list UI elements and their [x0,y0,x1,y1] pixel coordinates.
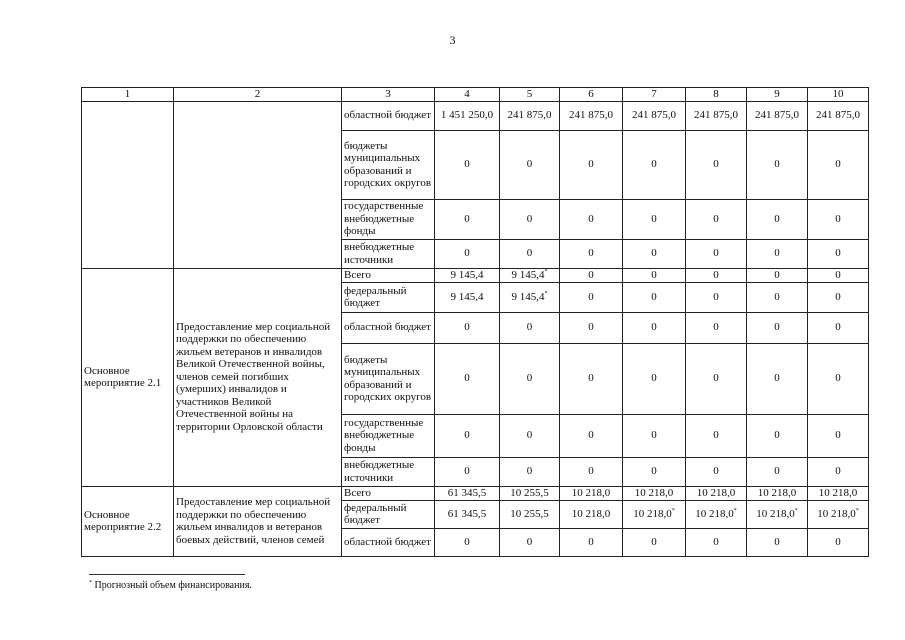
header-cell: 7 [623,88,686,102]
amount-value: 0 [526,535,533,548]
funding-source: Всего [342,268,435,282]
amount-value: 241 875,0 [632,109,676,122]
header-cell: 9 [747,88,808,102]
amount-value: 0 [713,465,719,478]
amount-value: 10 218,0 [817,507,856,520]
amount-value: 0 [835,465,841,478]
amount-cell [560,528,623,556]
amount-cell [623,343,686,414]
amount-value: 10 218,0 [696,486,736,499]
header-row [82,88,869,102]
amount-cell [808,282,869,312]
amount-value: 10 218,0 [757,486,797,499]
amount-value: 0 [774,535,780,548]
funding-source: федеральный бюджет [342,282,435,312]
amount-cell [686,268,747,282]
event-name: Основное мероприятие 2.1 [82,268,174,486]
amount-value: 0 [835,290,841,303]
amount-cell [686,101,747,130]
amount-cell [623,199,686,239]
amount-value: 241 875,0 [507,109,552,122]
amount-cell [747,486,808,500]
amount-value: 0 [651,372,657,385]
amount-cell [747,268,808,282]
amount-cell [435,101,500,130]
table-row [82,268,869,282]
funding-source: бюджеты муниципальных образований и городских округов [342,343,435,414]
amount-cell [623,486,686,500]
amount-value: 241 875,0 [569,109,613,122]
event-description: Предоставление мер социальной поддержки по обеспечению жильем ветеранов и инвалидов Великой Отечественной войны, членов семей погибших (умерших) инвалидов и участников Великой Отечественной войны на территории Орловской области [174,268,342,486]
header-cell: 4 [435,88,500,102]
header-cell: 3 [342,88,435,102]
amount-value: 241 875,0 [694,109,738,122]
amount-cell [686,312,747,343]
amount-value: 0 [651,465,657,478]
amount-cell [747,312,808,343]
amount-cell [560,101,623,130]
amount-value: 0 [464,429,470,442]
amount-cell [500,457,560,486]
amount-cell [435,414,500,457]
amount-value: 10 218,0 [756,507,795,520]
amount-cell [623,130,686,199]
header-cell: 2 [174,88,342,102]
amount-cell [808,500,869,528]
amount-cell [500,528,560,556]
funding-source: внебюджетные источники [342,239,435,268]
amount-value: 0 [526,212,533,225]
event-cell-empty [82,101,174,268]
amount-cell [623,500,686,528]
page-number: 3 [449,33,456,47]
amount-cell [686,486,747,500]
funding-source: бюджеты муниципальных образований и городских округов [342,130,435,199]
amount-cell [623,528,686,556]
amount-value: 0 [835,247,841,260]
amount-value: 0 [651,247,657,260]
amount-value: 0 [713,212,719,225]
amount-value: 0 [651,158,657,171]
amount-cell [747,101,808,130]
amount-value: 10 218,0 [571,507,611,520]
amount-cell [435,239,500,268]
amount-value: 10 255,5 [510,507,549,520]
table-row [82,101,869,130]
amount-value: 0 [774,290,780,303]
amount-cell [808,101,869,130]
amount-cell [435,500,500,528]
amount-cell [435,486,500,500]
amount-value: 0 [588,372,594,385]
amount-cell [500,282,560,312]
amount-cell [500,239,560,268]
amount-cell [747,282,808,312]
amount-cell [500,414,560,457]
forecast-marker: * [794,507,798,514]
amount-value: 10 218,0 [633,507,672,520]
amount-cell [686,282,747,312]
amount-cell [500,486,560,500]
amount-cell [686,130,747,199]
amount-cell [808,343,869,414]
amount-cell [560,414,623,457]
amount-value: 0 [774,268,780,281]
amount-cell [686,343,747,414]
header-cell: 10 [808,88,869,102]
amount-value: 0 [713,247,719,260]
amount-cell [435,312,500,343]
amount-value: 0 [588,429,594,442]
amount-cell [623,282,686,312]
forecast-marker: * [544,268,548,275]
amount-value: 0 [464,372,470,385]
amount-value: 0 [835,429,841,442]
amount-value: 0 [464,247,470,260]
header-cell: 1 [82,88,174,102]
amount-value: 9 145,4 [511,268,545,281]
amount-value: 0 [464,212,470,225]
amount-value: 0 [651,429,657,442]
amount-value: 0 [774,247,780,260]
amount-value: 0 [835,535,841,548]
amount-value: 0 [651,290,657,303]
amount-cell [435,282,500,312]
amount-cell [623,101,686,130]
footnote-text: Прогнозный объем финансирования. [94,580,252,591]
forecast-marker: * [671,507,675,514]
amount-value: 0 [526,247,533,260]
funding-source: государственные внебюджетные фонды [342,199,435,239]
amount-value: 10 218,0 [634,486,674,499]
amount-value: 0 [464,158,470,171]
amount-cell [747,414,808,457]
financing-table [81,87,869,557]
amount-value: 0 [713,429,719,442]
amount-cell [500,199,560,239]
amount-cell [500,101,560,130]
amount-value: 0 [651,212,657,225]
amount-cell [560,343,623,414]
amount-cell [747,239,808,268]
amount-cell [747,528,808,556]
amount-value: 0 [774,158,780,171]
amount-value: 9 145,4 [450,290,484,303]
amount-value: 0 [588,321,594,334]
amount-cell [623,312,686,343]
amount-cell [560,268,623,282]
amount-value: 0 [713,290,719,303]
funding-source: Всего [342,486,435,500]
amount-value: 0 [651,268,657,281]
amount-value: 0 [588,465,594,478]
amount-value: 241 875,0 [755,109,799,122]
amount-cell [500,500,560,528]
amount-cell [808,457,869,486]
forecast-marker: * [855,507,859,514]
amount-cell [808,312,869,343]
amount-cell [560,282,623,312]
amount-value: 0 [651,321,657,334]
amount-value: 0 [588,535,594,548]
amount-cell [560,130,623,199]
amount-value: 0 [526,429,533,442]
header-cell: 5 [500,88,560,102]
amount-cell [435,457,500,486]
amount-cell [560,199,623,239]
amount-cell [686,414,747,457]
forecast-marker: * [544,290,548,297]
amount-cell [686,528,747,556]
table-row [82,486,869,500]
amount-cell [623,239,686,268]
amount-cell [686,239,747,268]
funding-source: федеральный бюджет [342,500,435,528]
amount-value: 9 145,4 [511,290,545,303]
amount-value: 0 [774,372,780,385]
amount-cell [747,130,808,199]
amount-cell [500,268,560,282]
amount-value: 9 145,4 [450,268,484,281]
amount-cell [747,457,808,486]
amount-cell [435,199,500,239]
amount-cell [808,528,869,556]
amount-cell [686,500,747,528]
amount-cell [500,312,560,343]
amount-value: 61 345,5 [447,486,487,499]
amount-value: 0 [774,429,780,442]
amount-cell [808,268,869,282]
amount-value: 0 [774,212,780,225]
amount-value: 0 [835,321,841,334]
funding-source: внебюджетные источники [342,457,435,486]
funding-source: государственные внебюджетные фонды [342,414,435,457]
amount-cell [435,343,500,414]
amount-cell [808,486,869,500]
amount-value: 10 255,5 [510,486,549,499]
amount-value: 0 [713,158,719,171]
amount-cell [623,414,686,457]
header-cell: 8 [686,88,747,102]
description-cell-empty [174,101,342,268]
amount-value: 0 [526,158,533,171]
event-name: Основное мероприятие 2.2 [82,486,174,556]
footnote [89,580,252,591]
amount-value: 10 218,0 [571,486,611,499]
amount-value: 0 [464,465,470,478]
amount-cell [623,268,686,282]
amount-value: 0 [464,321,470,334]
amount-cell [623,457,686,486]
amount-value: 0 [835,158,841,171]
amount-cell [808,414,869,457]
amount-value: 0 [774,321,780,334]
amount-value: 0 [526,321,533,334]
amount-cell [686,199,747,239]
amount-cell [560,239,623,268]
amount-value: 0 [774,465,780,478]
amount-cell [686,457,747,486]
amount-cell [560,500,623,528]
amount-value: 0 [588,247,594,260]
amount-value: 241 875,0 [816,109,860,122]
amount-cell [560,312,623,343]
amount-value: 0 [713,535,719,548]
amount-cell [747,343,808,414]
amount-cell [808,239,869,268]
amount-cell [435,528,500,556]
amount-value: 0 [588,158,594,171]
forecast-marker: * [733,507,737,514]
footnote-divider [89,574,245,575]
amount-value: 10 218,0 [818,486,858,499]
amount-cell [808,130,869,199]
amount-value: 0 [526,372,533,385]
amount-value: 1 451 250,0 [440,109,494,122]
footnote-marker: * [89,580,92,586]
amount-value: 0 [835,372,841,385]
amount-cell [500,130,560,199]
amount-value: 0 [651,535,657,548]
amount-cell [560,457,623,486]
amount-cell [747,500,808,528]
amount-cell [560,486,623,500]
funding-source: областной бюджет [342,312,435,343]
amount-value: 0 [464,535,470,548]
amount-value: 0 [588,268,594,281]
event-description: Предоставление мер социальной поддержки по обеспечению жильем инвалидов и ветеранов боевых действий, членов семей [174,486,342,556]
amount-cell [808,199,869,239]
amount-cell [435,268,500,282]
amount-value: 0 [713,321,719,334]
amount-value: 61 345,5 [447,507,487,520]
amount-cell [435,130,500,199]
amount-cell [747,199,808,239]
funding-source: областной бюджет [342,101,435,130]
amount-value: 0 [835,268,841,281]
amount-value: 0 [588,290,594,303]
amount-value: 0 [835,212,841,225]
header-cell: 6 [560,88,623,102]
amount-value: 10 218,0 [695,507,734,520]
amount-value: 0 [713,268,719,281]
amount-cell [500,343,560,414]
funding-source: областной бюджет [342,528,435,556]
amount-value: 0 [588,212,594,225]
amount-value: 0 [526,465,533,478]
amount-value: 0 [713,372,719,385]
